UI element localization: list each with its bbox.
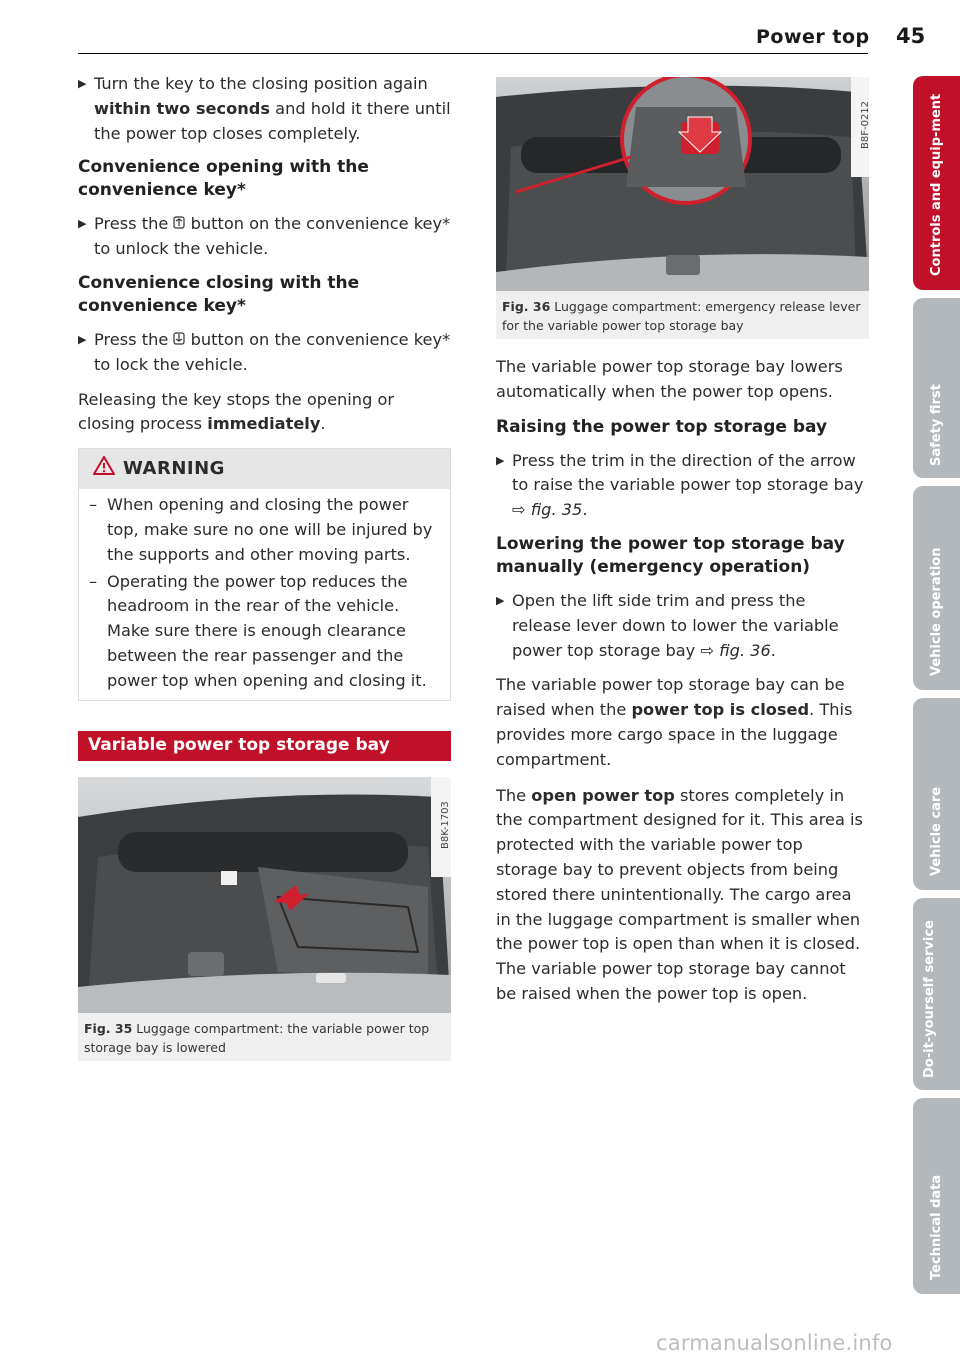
section-title-bar: Variable power top storage bay bbox=[78, 731, 451, 761]
tab-vehicle-operation[interactable]: Vehicle operation bbox=[913, 486, 960, 690]
bullet-arrow-icon: ▶ bbox=[78, 332, 87, 346]
bullet-arrow-icon: ▶ bbox=[496, 593, 505, 607]
figure-36 bbox=[496, 77, 869, 339]
page-number: 45 bbox=[896, 24, 926, 48]
heading-lowering: Lowering the power top storage bay manually (emergency operation) bbox=[496, 533, 845, 577]
warning-box bbox=[78, 448, 451, 700]
warning-title: WARNING bbox=[123, 457, 225, 479]
watermark-text: carmanualsonline.info bbox=[656, 1331, 893, 1355]
emergency-release-photo bbox=[496, 77, 869, 291]
figure-35 bbox=[78, 777, 451, 1061]
figure-reference-link[interactable]: ⇨ fig. 36 bbox=[700, 640, 771, 660]
tab-vehicle-care[interactable]: Vehicle care bbox=[913, 698, 960, 890]
warning-body bbox=[79, 489, 450, 699]
closed-top-paragraph: The variable power top storage bay can be raised when the power top is closed. This provides more cargo space in the luggage compartment. bbox=[496, 675, 853, 769]
list-item: ▶ Press the trim in the direction of the arrow to raise the variable power top storage bay ⇨ fig. 35. bbox=[496, 450, 864, 520]
tab-controls-and-equipment[interactable]: Controls and equip-ment bbox=[913, 76, 960, 290]
tab-safety-first[interactable]: Safety first bbox=[913, 298, 960, 478]
right-column bbox=[496, 72, 869, 1018]
bullet-arrow-icon: ▶ bbox=[78, 77, 87, 90]
warning-item: – Operating the power top reduces the headroom in the rear of the vehicle. Make sure there is enough clearance between the rear passenger and the power top when opening and closing it. bbox=[89, 571, 427, 690]
tab-do-it-yourself-service[interactable]: Do-it-yourself service bbox=[913, 898, 960, 1090]
list-item: ▶ Press the button on the convenience key* to unlock the vehicle. bbox=[78, 214, 451, 259]
figure-caption: Fig. 36 Luggage compartment: emergency release lever for the variable power top storage bay bbox=[502, 299, 861, 333]
warning-header bbox=[79, 449, 450, 489]
figure-reference-link[interactable]: ⇨ fig. 35 bbox=[512, 500, 583, 520]
figure-code: B8F-0212 bbox=[860, 100, 871, 149]
heading-raising: Raising the power top storage bay bbox=[496, 416, 828, 437]
heading-convenience-closing: Convenience closing with the convenience key* bbox=[78, 272, 360, 316]
tab-technical-data[interactable]: Technical data bbox=[913, 1098, 960, 1294]
power-top-button-icon bbox=[173, 330, 185, 349]
warning-item: – When opening and closing the power top, make sure no one will be injured by the supports and other moving parts. bbox=[89, 495, 433, 564]
power-top-button-icon bbox=[173, 214, 185, 233]
luggage-compartment-photo bbox=[78, 777, 451, 1013]
heading-convenience-opening: Convenience opening with the convenience key* bbox=[78, 157, 369, 201]
header-rule bbox=[78, 53, 868, 54]
figure-caption: Fig. 35 Luggage compartment: the variable power top storage bay is lowered bbox=[84, 1020, 430, 1055]
list-item: ▶ Turn the key to the closing position again within two seconds and hold it there until the power top closes completely. bbox=[78, 74, 451, 143]
running-header-section: Power top bbox=[756, 26, 870, 48]
intro-paragraph: The variable power top storage bay lowers automatically when the power top opens. bbox=[496, 357, 843, 401]
bullet-arrow-icon: ▶ bbox=[496, 453, 505, 467]
left-column bbox=[78, 72, 451, 1061]
open-top-paragraph: The open power top stores completely in the compartment designed for it. This area is protected with the variable power top storage bay to prevent objects from being stored there unintentionally. The cargo area in the luggage compartment is smaller when the power top is open than when it is closed. The variable power top storage bay cannot be raised when the power top is open. bbox=[496, 785, 863, 1003]
figure-code: B8K-1703 bbox=[440, 800, 451, 849]
bullet-arrow-icon: ▶ bbox=[78, 217, 87, 231]
list-item: ▶ Open the lift side trim and press the release lever down to lower the variable power top storage bay ⇨ fig. 36. bbox=[496, 590, 839, 660]
list-item: ▶ Press the button on the convenience key* to lock the vehicle. bbox=[78, 329, 451, 374]
warning-triangle-icon bbox=[93, 456, 115, 483]
release-paragraph: Releasing the key stops the opening or closing process immediately. bbox=[78, 389, 395, 434]
